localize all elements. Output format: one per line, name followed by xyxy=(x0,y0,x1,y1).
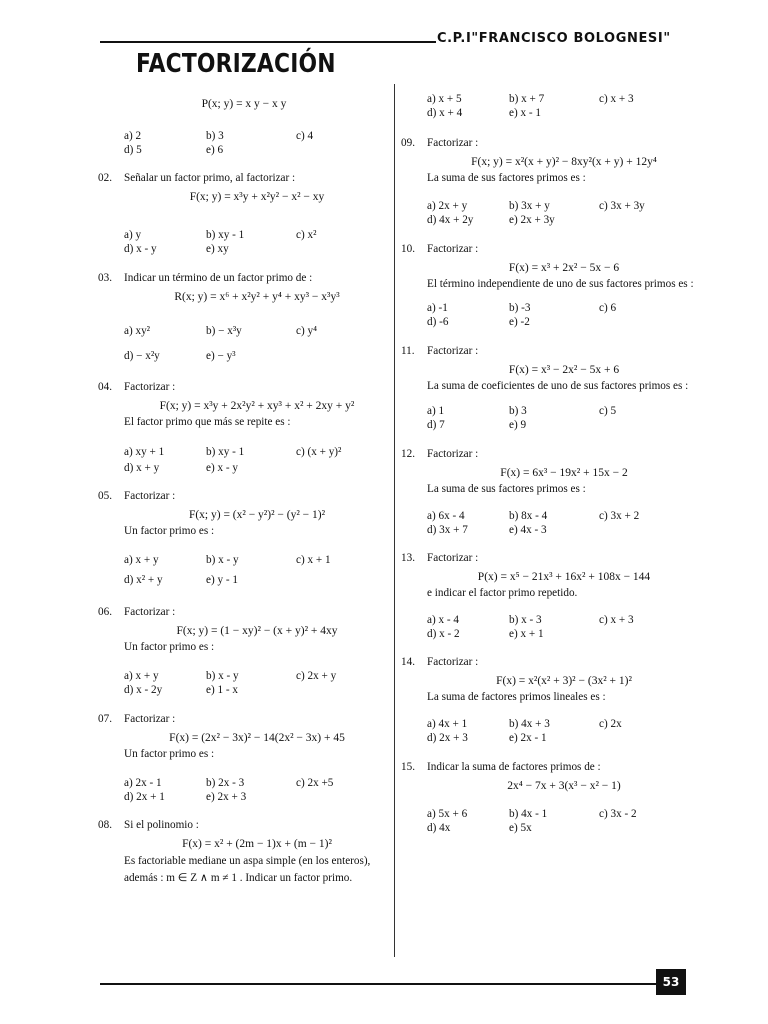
problem-note: Un factor primo es : xyxy=(124,641,215,653)
header-rule xyxy=(100,41,436,43)
problem-formula: F(x) = x³ + 2x² − 5x − 6 xyxy=(508,262,620,274)
problem-statement: Si el polinomio : xyxy=(124,819,199,831)
option: b) 4x - 1 xyxy=(509,808,548,820)
problem-formula: F(x; y) = (x² − y²)² − (y² − 1)² xyxy=(188,509,326,521)
problem-10 xyxy=(401,242,701,329)
page-number: 53 xyxy=(656,969,686,995)
option: e) 2x + 3y xyxy=(509,214,555,226)
problem-statement: Factorizar : xyxy=(124,606,176,618)
left-column xyxy=(98,92,390,887)
problem-statement: Indicar la suma de factores primos de : xyxy=(427,761,601,773)
option: b) − x³y xyxy=(206,325,242,337)
options xyxy=(98,324,390,363)
problem-statement: Factorizar : xyxy=(427,137,479,149)
option: e) 6 xyxy=(206,144,224,156)
problem-statement: Factorizar : xyxy=(427,345,479,357)
option: b) 3 xyxy=(509,405,527,417)
problem-06 xyxy=(98,605,390,697)
options xyxy=(401,613,701,641)
option: c) 3x - 2 xyxy=(599,808,637,820)
options xyxy=(98,228,390,256)
option: d) 4x + 2y xyxy=(427,214,474,226)
problem-note: Es factoriable mediane un aspa simple (en los enteros), además : m ∈ Z ∧ m ≠ 1 . Indicar un factor primo. xyxy=(124,855,371,884)
problem-formula: F(x; y) = (1 − xy)² − (x + y)² + 4xy xyxy=(176,625,338,637)
problem-14 xyxy=(401,655,701,745)
problem-note: El término independiente de uno de sus factores primos es : xyxy=(427,278,694,290)
problem-formula: F(x) = x³ − 2x² − 5x + 6 xyxy=(508,364,620,376)
option: c) 5 xyxy=(599,405,617,417)
option: d) 2x + 3 xyxy=(427,732,468,744)
problem-formula: F(x) = x²(x² + 3)² − (3x² + 1)² xyxy=(496,675,632,687)
problem-number: 14. xyxy=(401,656,415,668)
options xyxy=(98,669,390,697)
problem-02 xyxy=(98,171,390,256)
option: d) 5 xyxy=(124,144,142,156)
option: d) − x²y xyxy=(124,350,160,362)
problem-number: 02. xyxy=(98,172,112,184)
option: e) x - 1 xyxy=(509,107,541,119)
option: b) 2x - 3 xyxy=(206,777,245,789)
option: b) 4x + 3 xyxy=(509,718,550,730)
option: c) 3x + 2 xyxy=(599,510,640,522)
option: c) x + 1 xyxy=(296,554,331,566)
option: a) xy² xyxy=(124,325,151,337)
option: e) 2x - 1 xyxy=(509,732,547,744)
problem-note: La suma de sus factores primos es : xyxy=(427,172,586,184)
problem-05 xyxy=(98,489,390,587)
option: c) 4 xyxy=(296,130,314,142)
options xyxy=(401,404,701,432)
option: e) x + 1 xyxy=(509,628,544,640)
option: b) 3 xyxy=(206,130,224,142)
problem-statement: Señalar un factor primo, al factorizar : xyxy=(124,172,296,184)
option: a) x + 5 xyxy=(427,93,462,105)
option: d) 7 xyxy=(427,419,445,431)
problem-number: 07. xyxy=(98,713,112,725)
problem-15 xyxy=(401,760,701,835)
problem-number: 03. xyxy=(98,272,112,284)
problem-number: 13. xyxy=(401,552,415,564)
problem-04 xyxy=(98,380,390,475)
option: b) x + 7 xyxy=(509,93,545,105)
options-row xyxy=(124,143,390,157)
problem-statement: Factorizar : xyxy=(124,713,176,725)
option: b) xy - 1 xyxy=(206,229,245,241)
option: a) -1 xyxy=(427,302,448,314)
option: a) x + y xyxy=(124,554,159,566)
option: b) x - y xyxy=(206,670,239,682)
column-divider xyxy=(394,84,395,957)
problem-note: El factor primo que más se repite es : xyxy=(124,416,291,428)
problem-formula: 2x⁴ − 7x + 3(x³ − x² − 1) xyxy=(507,780,621,792)
option: e) 4x - 3 xyxy=(509,524,547,536)
option: c) 2x + y xyxy=(296,670,337,682)
problem-08 xyxy=(98,818,390,887)
option: b) 8x - 4 xyxy=(509,510,548,522)
problem-continued xyxy=(98,97,390,157)
problem-note: La suma de sus factores primos es : xyxy=(427,483,586,495)
problem-number: 08. xyxy=(98,819,112,831)
option: d) 2x + 1 xyxy=(124,791,165,803)
problem-number: 04. xyxy=(98,381,112,393)
problem-number: 05. xyxy=(98,490,112,502)
problem-statement: Factorizar : xyxy=(427,656,479,668)
problem-11 xyxy=(401,344,701,432)
problem-formula: F(x) = 6x³ − 19x² + 15x − 2 xyxy=(500,467,628,479)
option: a) 4x + 1 xyxy=(427,718,468,730)
option: b) x - 3 xyxy=(509,614,542,626)
problem-03 xyxy=(98,271,390,363)
problem-note: La suma de factores primos lineales es : xyxy=(427,691,606,703)
option: c) x + 3 xyxy=(599,614,634,626)
options xyxy=(98,129,390,157)
problem-number: 10. xyxy=(401,243,415,255)
option: d) x + y xyxy=(124,462,160,474)
option: c) 6 xyxy=(599,302,617,314)
problem-statement: Factorizar : xyxy=(124,490,176,502)
option: e) x - y xyxy=(206,462,238,474)
school-name: C.P.I"FRANCISCO BOLOGNESI" xyxy=(437,31,671,46)
options xyxy=(98,445,390,475)
option: a) y xyxy=(124,229,142,241)
problem-statement: Factorizar : xyxy=(124,381,176,393)
problem-09 xyxy=(401,136,701,227)
option: b) x - y xyxy=(206,554,239,566)
problem-13 xyxy=(401,551,701,641)
option: d) x - 2 xyxy=(427,628,460,640)
problem-note: e indicar el factor primo repetido. xyxy=(427,587,578,599)
options xyxy=(401,807,701,835)
problem-formula: P(x) = x⁵ − 21x³ + 16x² + 108x − 144 xyxy=(477,571,651,583)
option: e) − y³ xyxy=(206,350,236,362)
option: c) x + 3 xyxy=(599,93,634,105)
problem-statement: Indicar un término de un factor primo de : xyxy=(124,272,313,284)
option: a) 2x - 1 xyxy=(124,777,162,789)
options xyxy=(401,717,701,745)
options xyxy=(401,301,701,329)
option: b) -3 xyxy=(509,302,531,314)
page-title: FACTORIZACIÓN xyxy=(136,49,336,79)
problem-formula: P(x; y) = x y − x y xyxy=(201,98,287,110)
option: e) -2 xyxy=(509,316,530,328)
option: a) xy + 1 xyxy=(124,446,165,458)
option: e) y - 1 xyxy=(206,574,238,586)
right-column xyxy=(401,92,701,835)
options xyxy=(401,199,701,227)
options xyxy=(401,509,701,537)
option: d) x + 4 xyxy=(427,107,463,119)
option: d) 4x xyxy=(427,822,451,834)
problem-note: Un factor primo es : xyxy=(124,748,215,760)
problem-formula: F(x) = (2x² − 3x)² − 14(2x² − 3x) + 45 xyxy=(169,732,345,744)
option: a) x + y xyxy=(124,670,159,682)
option: e) 2x + 3 xyxy=(206,791,247,803)
option: d) x - y xyxy=(124,243,157,255)
problem-number: 12. xyxy=(401,448,415,460)
problem-number: 15. xyxy=(401,761,415,773)
option: a) 1 xyxy=(427,405,445,417)
option: b) 3x + y xyxy=(509,200,550,212)
option: e) 9 xyxy=(509,419,527,431)
option: d) 3x + 7 xyxy=(427,524,468,536)
option: b) xy - 1 xyxy=(206,446,245,458)
problem-formula: F(x; y) = x³y + x²y² − x² − xy xyxy=(189,191,325,203)
options xyxy=(401,92,701,120)
options xyxy=(98,553,390,587)
option: c) 2x xyxy=(599,718,622,730)
option: c) x² xyxy=(296,229,317,241)
option: c) 3x + 3y xyxy=(599,200,645,212)
option: c) 2x +5 xyxy=(296,777,334,789)
option: a) x - 4 xyxy=(427,614,459,626)
problem-formula: F(x; y) = x²(x + y)² − 8xy²(x + y) + 12y⁴ xyxy=(471,156,657,168)
option: a) 2x + y xyxy=(427,200,468,212)
problem-formula: R(x; y) = x⁶ + x²y² + y⁴ + xy³ − x³y³ xyxy=(174,291,340,303)
option: c) (x + y)² xyxy=(296,446,342,458)
problem-formula: F(x) = x² + (2m − 1)x + (m − 1)² xyxy=(182,838,332,850)
option: a) 5x + 6 xyxy=(427,808,468,820)
option: d) -6 xyxy=(427,316,449,328)
problem-formula: F(x; y) = x³y + 2x²y² + xy³ + x² + 2xy + y² xyxy=(159,400,355,412)
problem-number: 11. xyxy=(401,345,415,357)
option: a) 2 xyxy=(124,130,142,142)
option: e) 5x xyxy=(509,822,532,834)
problem-08-options xyxy=(401,92,701,120)
problem-statement: Factorizar : xyxy=(427,552,479,564)
option: e) 1 - x xyxy=(206,684,238,696)
options-row xyxy=(124,129,390,143)
problem-note: La suma de coeficientes de uno de sus factores primos es : xyxy=(427,380,689,392)
problem-12 xyxy=(401,447,701,537)
problem-statement: Factorizar : xyxy=(427,243,479,255)
option: c) y⁴ xyxy=(296,325,317,337)
problem-07 xyxy=(98,712,390,804)
options xyxy=(98,776,390,804)
option: e) xy xyxy=(206,243,229,255)
problem-note: Un factor primo es : xyxy=(124,525,215,537)
option: d) x - 2y xyxy=(124,684,163,696)
option: d) x² + y xyxy=(124,574,163,586)
problem-number: 09. xyxy=(401,137,415,149)
footer-rule xyxy=(100,983,656,985)
option: a) 6x - 4 xyxy=(427,510,465,522)
problem-statement: Factorizar : xyxy=(427,448,479,460)
problem-number: 06. xyxy=(98,606,112,618)
